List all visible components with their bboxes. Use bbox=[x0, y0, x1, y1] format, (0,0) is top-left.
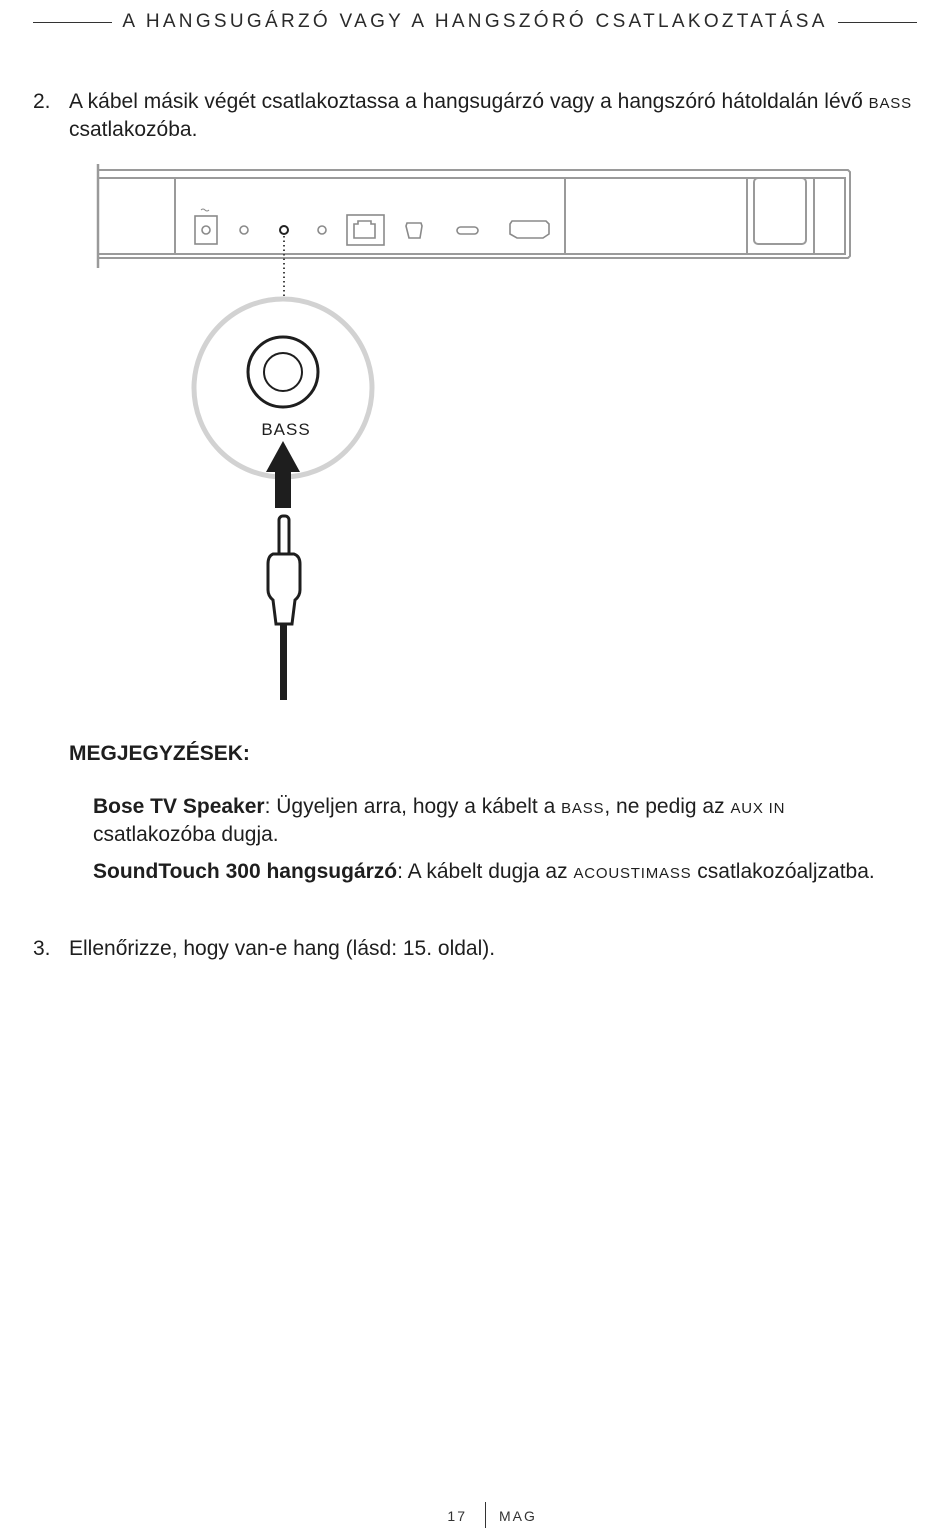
step-2 bbox=[33, 89, 913, 143]
bass-port bbox=[280, 226, 288, 234]
note-soundtouch-300 bbox=[93, 859, 893, 887]
step-number: 2. bbox=[33, 90, 51, 113]
ethernet-port bbox=[347, 215, 384, 245]
note-text: csatlakozóaljzatba. bbox=[697, 860, 875, 883]
note-text: , ne pedig az bbox=[604, 795, 725, 818]
product-name: SoundTouch 300 hangsugárzó bbox=[93, 860, 398, 883]
page-number: 17 bbox=[447, 1508, 467, 1524]
product-name: Bose TV Speaker bbox=[93, 795, 265, 818]
port-name: AUX IN bbox=[730, 800, 786, 817]
step-text: Ellenőrizze, hogy van-e hang (lásd: 15. oldal). bbox=[69, 937, 496, 960]
usb-port bbox=[457, 227, 478, 234]
power-port bbox=[195, 216, 217, 244]
footer-divider bbox=[485, 1502, 486, 1528]
section-title: A HANGSUGÁRZÓ VAGY A HANGSZÓRÓ CSATLAKOZTATÁSA bbox=[122, 11, 828, 32]
port-name: BASS bbox=[561, 800, 605, 817]
page-footer bbox=[0, 1502, 950, 1528]
port-name: ACOUSTIMASS bbox=[573, 865, 692, 882]
port-name: BASS bbox=[868, 95, 912, 112]
language-code: MAG bbox=[499, 1508, 537, 1524]
note-text: : A kábelt dugja az bbox=[397, 860, 568, 883]
hdmi-port bbox=[510, 221, 549, 238]
jack-label: BASS bbox=[261, 420, 311, 439]
connection-diagram bbox=[0, 150, 950, 710]
notes-title: MEGJEGYZÉSEK: bbox=[69, 742, 250, 765]
aux-port bbox=[240, 226, 248, 234]
note-text: : Ügyeljen arra, hogy a kábelt a bbox=[264, 795, 556, 818]
note-bose-tv-speaker bbox=[93, 794, 893, 848]
step-text-part: A kábel másik végét csatlakoztassa a hangsugárzó vagy a hangszóró hátoldalán lévő bbox=[69, 90, 863, 113]
note-text: csatlakozóba dugja. bbox=[93, 823, 279, 846]
ir-port bbox=[318, 226, 326, 234]
step-number: 3. bbox=[33, 937, 51, 960]
header-rule-left bbox=[33, 22, 112, 23]
step-text-part: csatlakozóba. bbox=[69, 118, 198, 141]
section-header bbox=[33, 8, 917, 36]
step-text bbox=[69, 89, 913, 143]
optical-port bbox=[406, 223, 422, 238]
cable bbox=[280, 624, 287, 700]
cable-plug-icon bbox=[268, 516, 300, 624]
header-rule-right bbox=[838, 22, 917, 23]
panel-ports bbox=[195, 209, 549, 245]
step-3 bbox=[33, 936, 913, 962]
